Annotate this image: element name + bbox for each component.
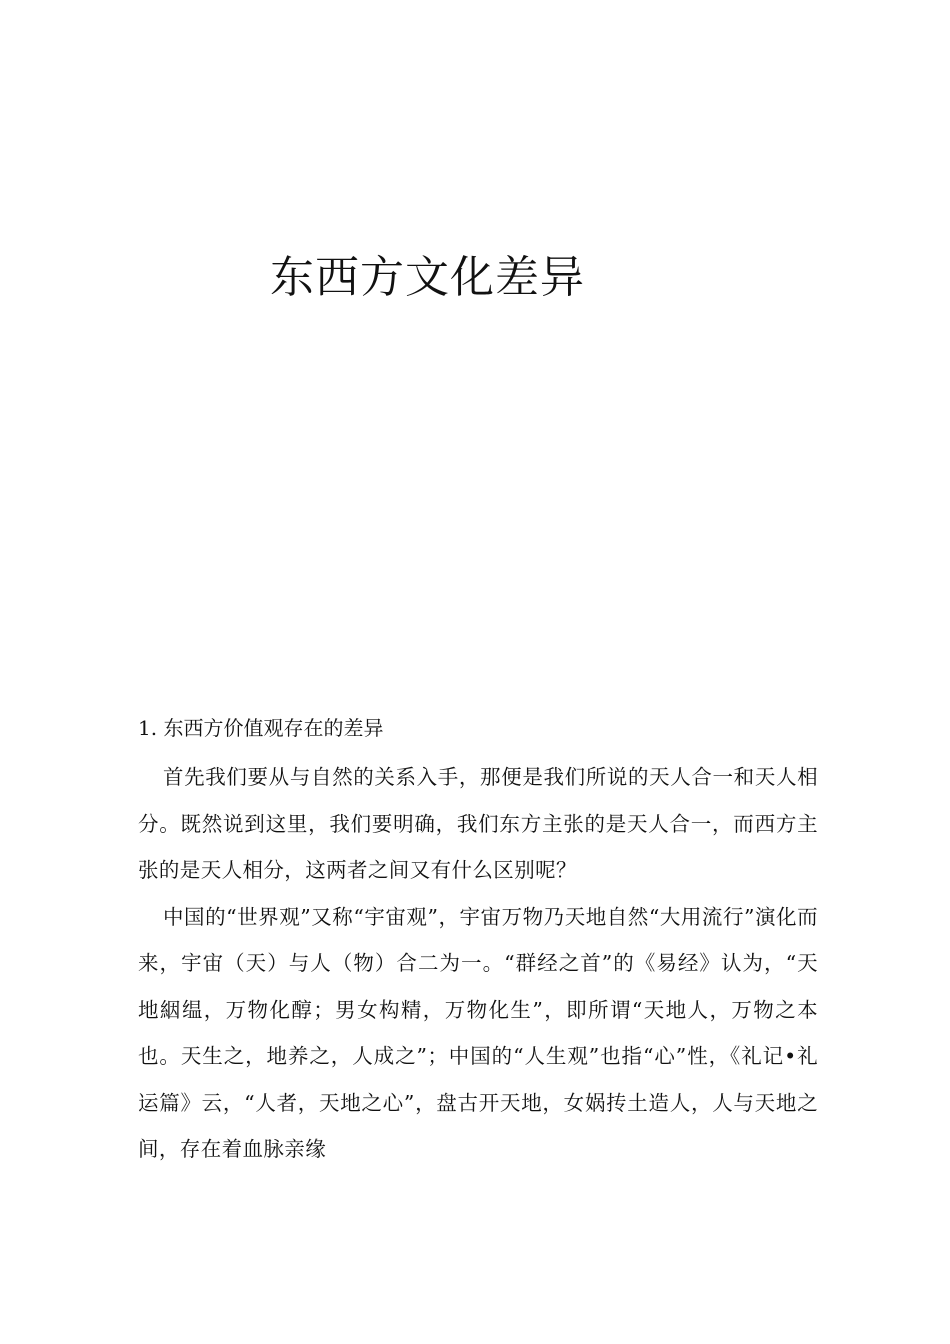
document-title: 东西方文化差异	[270, 252, 585, 303]
section-heading: 1. 东西方价值观存在的差异	[138, 716, 384, 740]
paragraph: 中国的“世界观”又称“宇宙观”，宇宙万物乃天地自然“大用流行”演化而来，宇宙（天）与人（物）合二为一。“群经之首”的《易经》认为，“天地絪缊，万物化醇；男女构精，万物化生”，即所谓“天地人，万物之本也。天生之，地养之，人成之”；中国的“人生观”也指“心”性，《礼记•礼运篇》云，“人者，天地之心”，盘古开天地，女娲抟土造人，人与天地之间，存在着血脉亲缘	[138, 904, 818, 1161]
document-body	[138, 708, 818, 1173]
paragraph: 首先我们要从与自然的关系入手，那便是我们所说的天人合一和天人相分。既然说到这里，我们要明确，我们东方主张的是天人合一，而西方主张的是天人相分，这两者之间又有什么区别呢？	[138, 765, 818, 882]
